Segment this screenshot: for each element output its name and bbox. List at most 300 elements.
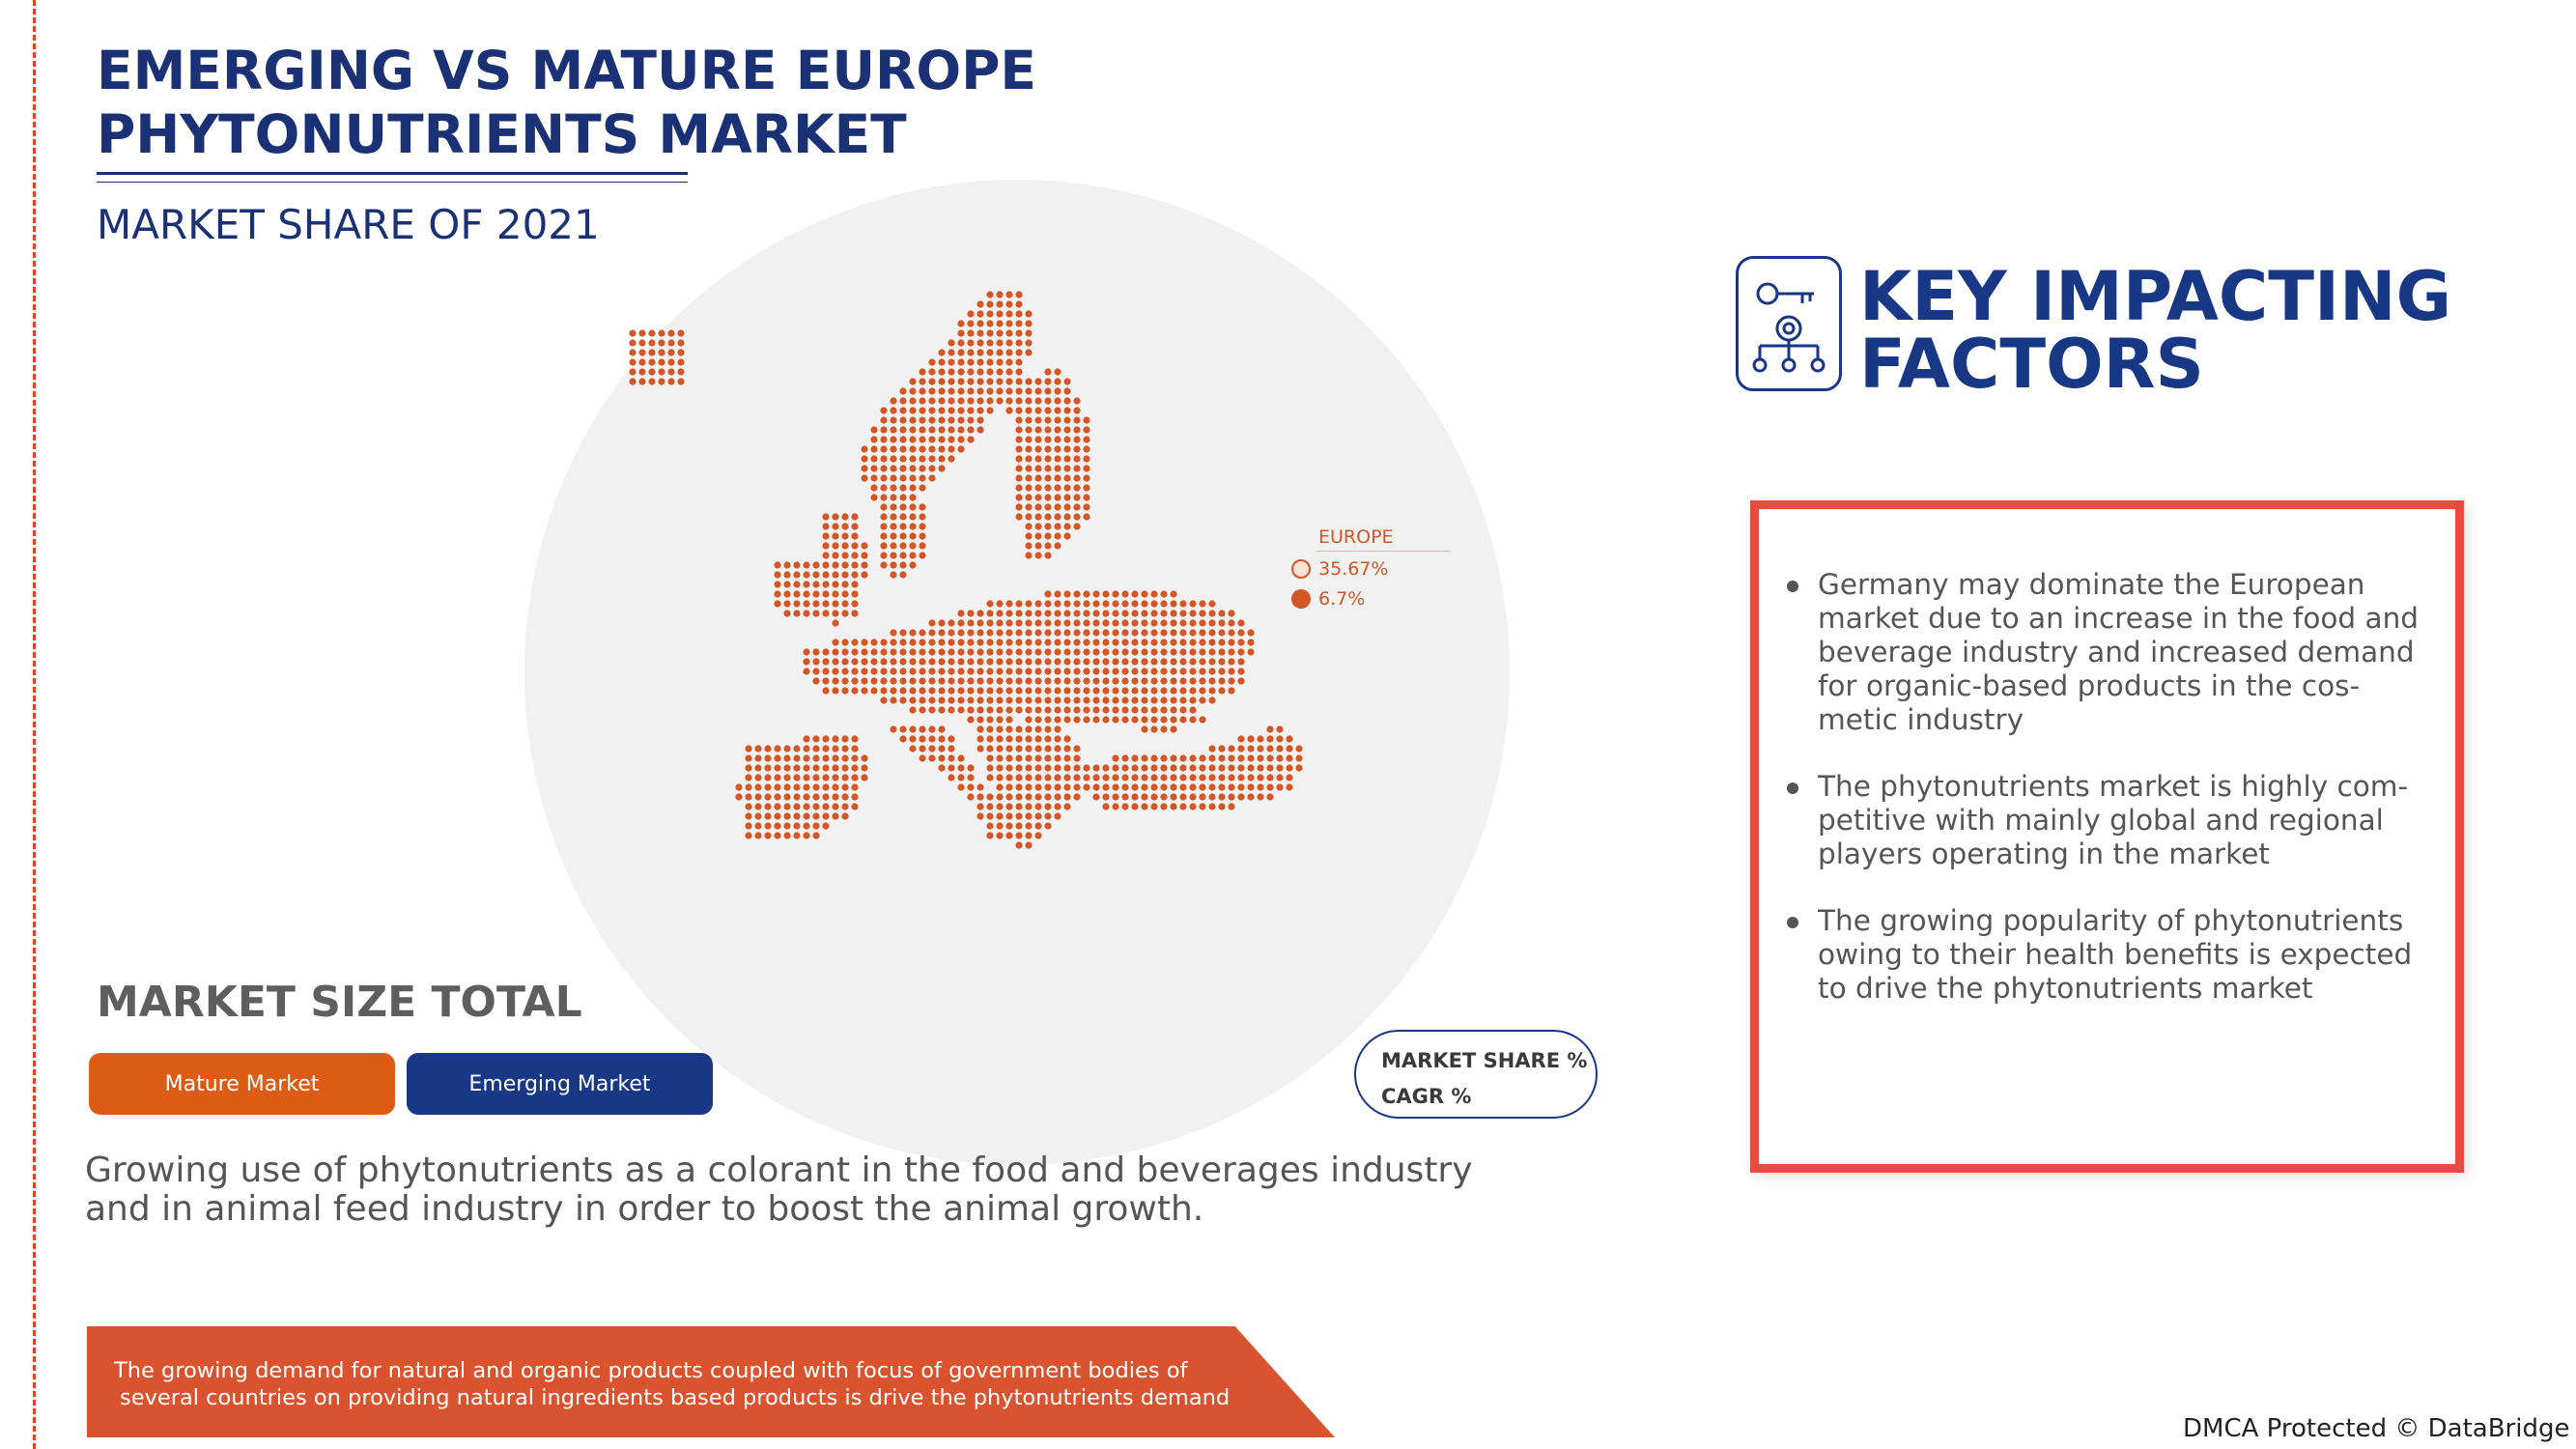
map-dot <box>764 783 771 790</box>
map-dot <box>986 600 993 607</box>
map-dot <box>1208 648 1215 655</box>
map-dot <box>870 474 877 481</box>
map-dot <box>638 358 645 365</box>
map-dot <box>1092 774 1099 781</box>
map-dot <box>822 735 829 742</box>
map-dot <box>1034 445 1041 452</box>
map-dot <box>928 735 935 742</box>
map-dot <box>870 668 877 674</box>
map-dot <box>899 523 906 529</box>
map-dot <box>1150 716 1157 723</box>
map-dot <box>957 610 964 616</box>
map-dot <box>851 764 858 771</box>
map-dot <box>1015 416 1022 423</box>
map-dot <box>1170 677 1176 684</box>
map-dot <box>1025 735 1032 742</box>
map-dot <box>1160 610 1167 616</box>
map-dot <box>880 436 887 442</box>
map-dot <box>1199 803 1205 810</box>
map-dot <box>1044 803 1051 810</box>
map-dot <box>1170 706 1176 713</box>
mature-market-button[interactable]: Mature Market <box>89 1053 395 1115</box>
list-item <box>1787 770 2424 871</box>
map-dot <box>1015 812 1022 819</box>
map-dot <box>822 774 829 781</box>
map-dot <box>880 658 887 665</box>
map-dot <box>1073 426 1080 433</box>
map-dot <box>1218 648 1225 655</box>
map-dot <box>1054 407 1061 413</box>
map-dot <box>841 812 848 819</box>
map-dot <box>1025 378 1032 384</box>
map-dot <box>928 358 935 365</box>
map-dot <box>1073 687 1080 694</box>
map-dot <box>1083 619 1090 626</box>
map-dot <box>851 793 858 800</box>
map-dot <box>1092 600 1099 607</box>
map-dot <box>1208 696 1215 703</box>
map-dot <box>919 503 925 510</box>
map-dot <box>1083 774 1090 781</box>
map-dot <box>1208 783 1215 790</box>
map-dot <box>1208 774 1215 781</box>
map-dot <box>1044 600 1051 607</box>
map-dot <box>1063 716 1070 723</box>
map-dot <box>1102 687 1109 694</box>
map-dot <box>1228 764 1234 771</box>
map-dot <box>938 426 945 433</box>
map-dot <box>1141 774 1147 781</box>
map-dot <box>967 387 974 394</box>
map-dot <box>1063 735 1070 742</box>
map-dot <box>1189 600 1196 607</box>
map-dot <box>1034 397 1041 404</box>
map-dot <box>1141 725 1147 732</box>
map-dot <box>1044 387 1051 394</box>
map-dot <box>977 387 983 394</box>
map-dot <box>851 542 858 549</box>
map-dot <box>851 513 858 520</box>
map-dot <box>919 445 925 452</box>
map-dot <box>919 648 925 655</box>
map-dot <box>832 745 838 752</box>
map-dot <box>957 629 964 636</box>
map-dot <box>1121 629 1128 636</box>
map-dot <box>812 822 819 829</box>
map-dot <box>1015 745 1022 752</box>
map-dot <box>1063 619 1070 626</box>
map-dot <box>957 426 964 433</box>
map-dot <box>967 783 974 790</box>
map-dot <box>1199 658 1205 665</box>
map-dot <box>996 378 1003 384</box>
map-dot <box>1063 416 1070 423</box>
map-dot <box>803 571 809 578</box>
map-dot <box>1025 793 1032 800</box>
map-dot <box>1054 436 1061 442</box>
map-dot <box>967 677 974 684</box>
map-dot <box>919 658 925 665</box>
map-dot <box>764 774 771 781</box>
map-dot <box>1208 600 1215 607</box>
map-dot <box>1199 783 1205 790</box>
map-dot <box>1170 774 1176 781</box>
map-dot <box>1112 754 1118 761</box>
map-dot <box>986 812 993 819</box>
map-dot <box>1054 793 1061 800</box>
map-dot <box>1266 774 1273 781</box>
map-dot <box>1025 677 1032 684</box>
map-dot <box>996 368 1003 375</box>
map-dot <box>899 552 906 558</box>
map-dot <box>1141 619 1147 626</box>
map-dot <box>1276 764 1283 771</box>
map-dot <box>1015 803 1022 810</box>
map-dot <box>938 455 945 462</box>
map-dot <box>919 436 925 442</box>
map-dot <box>1015 639 1022 645</box>
map-dot <box>1034 783 1041 790</box>
map-dot <box>1121 639 1128 645</box>
map-dot <box>1141 600 1147 607</box>
map-dot <box>1044 484 1051 491</box>
map-dot <box>986 725 993 732</box>
map-dot <box>957 445 964 452</box>
map-dot <box>1015 677 1022 684</box>
map-dot <box>1131 754 1138 761</box>
map-dot <box>996 320 1003 327</box>
map-dot <box>1034 542 1041 549</box>
map-dot <box>986 648 993 655</box>
map-dot <box>1102 783 1109 790</box>
map-region-label: EUROPE <box>1318 526 1394 548</box>
map-dot <box>1044 436 1051 442</box>
map-dot <box>1025 465 1032 471</box>
map-dot <box>986 639 993 645</box>
map-dot <box>677 378 684 384</box>
map-dot <box>870 445 877 452</box>
map-dot <box>774 600 780 607</box>
map-dot <box>822 542 829 549</box>
map-dot <box>996 600 1003 607</box>
map-dot <box>1237 745 1244 752</box>
map-dot <box>928 368 935 375</box>
map-dot <box>1141 803 1147 810</box>
map-dot <box>957 378 964 384</box>
map-dot <box>822 513 829 520</box>
map-dot <box>1150 774 1157 781</box>
map-dot <box>948 687 954 694</box>
map-dot <box>1073 668 1080 674</box>
map-dot <box>909 532 916 539</box>
title-underline <box>97 172 688 175</box>
map-dot <box>822 600 829 607</box>
map-dot <box>754 774 761 781</box>
map-dot <box>938 696 945 703</box>
map-dot <box>793 754 800 761</box>
map-dot <box>841 639 848 645</box>
map-dot <box>1121 658 1128 665</box>
map-dot <box>1102 600 1109 607</box>
map-dot <box>1073 745 1080 752</box>
map-dot <box>1054 648 1061 655</box>
map-dot <box>1015 387 1022 394</box>
map-dot <box>1170 668 1176 674</box>
map-dot <box>928 658 935 665</box>
map-dot <box>841 668 848 674</box>
map-dot <box>1257 793 1263 800</box>
map-dot <box>996 706 1003 713</box>
map-dot <box>977 648 983 655</box>
map-dot <box>986 677 993 684</box>
map-dot <box>986 300 993 307</box>
map-dot <box>822 561 829 568</box>
map-dot <box>1286 745 1292 752</box>
map-dot <box>1025 812 1032 819</box>
map-dot <box>948 387 954 394</box>
map-dot <box>1025 754 1032 761</box>
map-dot <box>1141 639 1147 645</box>
map-dot <box>1228 687 1234 694</box>
map-dot <box>967 687 974 694</box>
map-dot <box>1005 329 1012 336</box>
map-dot <box>1131 590 1138 597</box>
key-factor-text: The growing popularity of phytonutrients owing to their health benefits is expected to drive the phytonutrients market <box>1818 904 2413 1005</box>
map-dot <box>957 387 964 394</box>
map-dot <box>1063 590 1070 597</box>
map-dot <box>1044 648 1051 655</box>
map-dot <box>880 532 887 539</box>
map-dot <box>1005 668 1012 674</box>
map-dot <box>1228 610 1234 616</box>
map-dot <box>899 561 906 568</box>
map-dot <box>1005 754 1012 761</box>
map-dot <box>629 349 636 355</box>
map-dot <box>822 793 829 800</box>
map-dot <box>1034 378 1041 384</box>
map-dot <box>890 407 896 413</box>
map-dot <box>977 378 983 384</box>
map-dot <box>899 474 906 481</box>
map-dot <box>1150 687 1157 694</box>
map-dot <box>1208 658 1215 665</box>
map-dot <box>1112 716 1118 723</box>
map-dot <box>1054 629 1061 636</box>
map-dot <box>754 832 761 838</box>
map-dot <box>967 349 974 355</box>
map-dot <box>1063 658 1070 665</box>
map-dot <box>629 339 636 346</box>
map-dot <box>1005 600 1012 607</box>
map-dot <box>1131 687 1138 694</box>
map-dot <box>783 754 790 761</box>
map-dot <box>1112 668 1118 674</box>
map-dot <box>1237 639 1244 645</box>
map-share-value: 35.67% <box>1318 558 1389 580</box>
map-dot <box>909 503 916 510</box>
map-dot <box>928 619 935 626</box>
map-dot <box>1015 774 1022 781</box>
map-dot <box>832 571 838 578</box>
map-dot <box>1063 783 1070 790</box>
map-dot <box>1044 629 1051 636</box>
banner-line-2: several countries on providing natural ingredients based products is drive the phytonutrients demand <box>120 1385 1231 1410</box>
map-dot <box>1063 494 1070 500</box>
map-dot <box>841 687 848 694</box>
map-dot <box>1063 706 1070 713</box>
map-dot <box>1073 648 1080 655</box>
map-dot <box>880 484 887 491</box>
map-dot <box>1228 783 1234 790</box>
map-dot <box>1063 397 1070 404</box>
map-dot <box>851 754 858 761</box>
map-dot <box>1237 629 1244 636</box>
map-dot <box>764 812 771 819</box>
map-dot <box>899 426 906 433</box>
map-dot <box>880 648 887 655</box>
map-dot <box>1025 523 1032 529</box>
map-dot <box>1228 803 1234 810</box>
map-dot <box>1044 716 1051 723</box>
map-dot <box>1218 754 1225 761</box>
map-dot <box>1179 716 1186 723</box>
map-dot <box>1044 639 1051 645</box>
map-dot <box>861 639 867 645</box>
map-dot <box>1044 532 1051 539</box>
map-dot <box>832 600 838 607</box>
map-dot <box>1083 706 1090 713</box>
map-dot <box>928 465 935 471</box>
map-dot <box>1286 764 1292 771</box>
map-dot <box>996 358 1003 365</box>
map-dot <box>1044 523 1051 529</box>
map-dot <box>986 668 993 674</box>
map-dot <box>909 513 916 520</box>
map-dot <box>754 783 761 790</box>
map-dot <box>1015 320 1022 327</box>
map-dot <box>919 552 925 558</box>
map-dot <box>870 455 877 462</box>
map-dot <box>832 764 838 771</box>
map-dot <box>996 754 1003 761</box>
map-dot <box>899 687 906 694</box>
map-dot <box>851 648 858 655</box>
map-dot <box>1034 639 1041 645</box>
map-dot <box>957 677 964 684</box>
map-dot <box>1034 764 1041 771</box>
map-dot <box>967 658 974 665</box>
map-dot <box>1218 803 1225 810</box>
map-dot <box>1034 465 1041 471</box>
map-dot <box>1189 648 1196 655</box>
map-dot <box>1034 668 1041 674</box>
map-dot <box>1044 445 1051 452</box>
map-dot <box>1141 610 1147 616</box>
map-dot <box>861 774 867 781</box>
map-dot <box>658 358 665 365</box>
map-dot <box>996 793 1003 800</box>
map-dot <box>1218 783 1225 790</box>
map-dot <box>658 349 665 355</box>
map-dot <box>803 812 809 819</box>
map-dot <box>899 397 906 404</box>
map-dot <box>1237 735 1244 742</box>
map-dot <box>986 320 993 327</box>
map-dot <box>1054 397 1061 404</box>
map-dot <box>1054 716 1061 723</box>
map-dot <box>1034 436 1041 442</box>
map-dot <box>1179 706 1186 713</box>
map-dot <box>880 455 887 462</box>
map-dot <box>861 465 867 471</box>
dmca-notice: DMCA Protected © DataBridge <box>2183 1414 2570 1443</box>
map-dot <box>899 629 906 636</box>
emerging-market-button[interactable]: Emerging Market <box>407 1053 713 1115</box>
map-dot <box>1150 600 1157 607</box>
map-dot <box>1247 783 1254 790</box>
map-dot <box>1034 696 1041 703</box>
map-dot <box>1073 513 1080 520</box>
map-dot <box>957 339 964 346</box>
map-dot <box>803 735 809 742</box>
map-dot <box>1083 648 1090 655</box>
map-dot <box>1208 610 1215 616</box>
map-dot <box>677 339 684 346</box>
map-dot <box>977 397 983 404</box>
map-dot <box>832 783 838 790</box>
map-dot <box>977 426 983 433</box>
map-dot <box>1034 658 1041 665</box>
map-dot <box>841 561 848 568</box>
map-dot <box>1189 754 1196 761</box>
map-dot <box>938 754 945 761</box>
map-dot <box>938 358 945 365</box>
map-dot <box>1073 658 1080 665</box>
map-dot <box>774 803 780 810</box>
map-dot <box>1160 648 1167 655</box>
map-dot <box>957 764 964 771</box>
map-dot <box>1063 387 1070 394</box>
map-dot <box>1054 803 1061 810</box>
map-dot <box>977 310 983 317</box>
map-dot <box>1025 349 1032 355</box>
map-dot <box>1170 639 1176 645</box>
map-dot <box>1005 320 1012 327</box>
map-dot <box>948 426 954 433</box>
map-dot <box>1150 764 1157 771</box>
map-dot <box>1228 668 1234 674</box>
map-dot <box>890 484 896 491</box>
map-dot <box>832 561 838 568</box>
map-dot <box>1083 600 1090 607</box>
map-dot <box>1237 677 1244 684</box>
map-dot <box>890 677 896 684</box>
map-dot <box>996 310 1003 317</box>
list-item <box>1787 904 2424 1006</box>
map-dot <box>1189 658 1196 665</box>
map-dot <box>919 745 925 752</box>
map-dot <box>919 639 925 645</box>
map-dot <box>986 745 993 752</box>
map-dot <box>1247 639 1254 645</box>
map-dot <box>803 793 809 800</box>
map-dot <box>1025 629 1032 636</box>
map-dot <box>957 687 964 694</box>
map-dot <box>1005 696 1012 703</box>
metric-legend-box <box>1354 1030 1598 1119</box>
map-dot <box>1150 639 1157 645</box>
map-dot <box>832 648 838 655</box>
